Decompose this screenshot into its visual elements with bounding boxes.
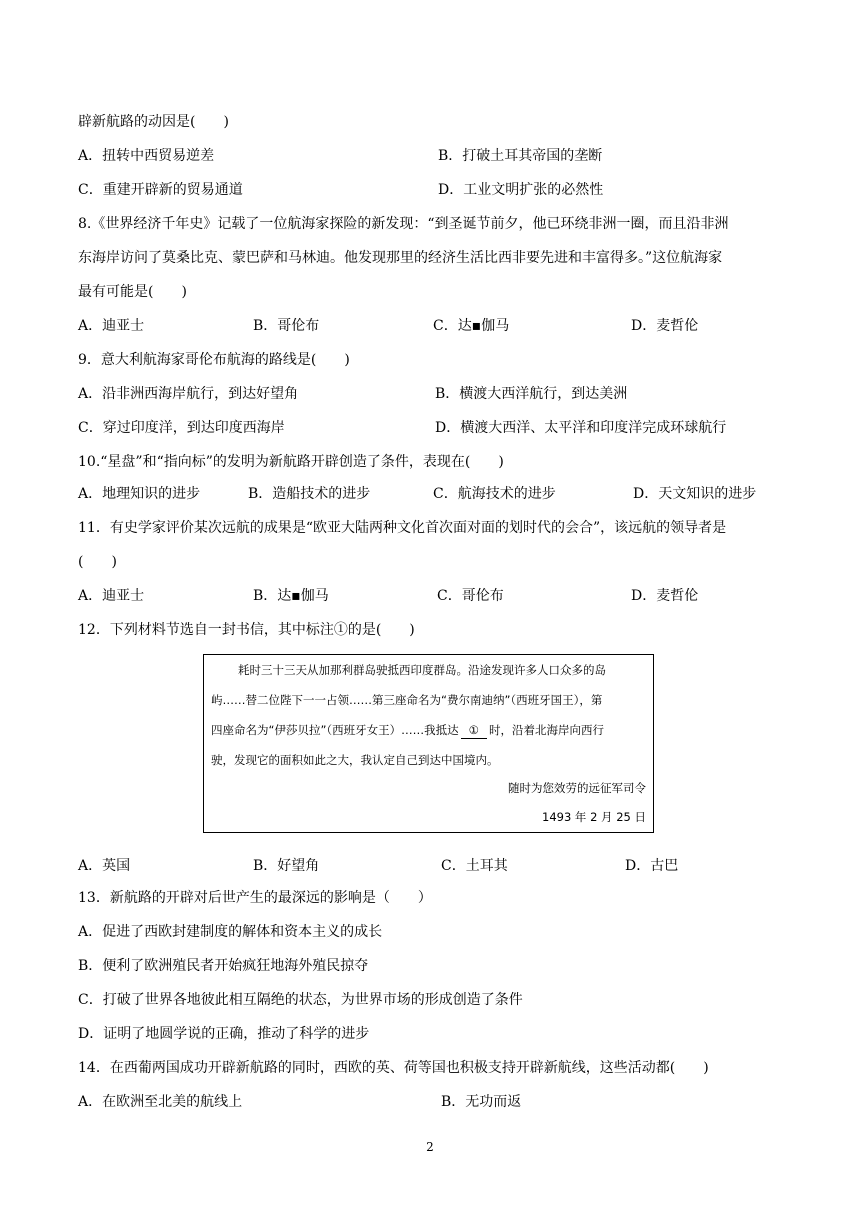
letter-blank-mark: ① bbox=[461, 722, 487, 739]
q7-option-b[interactable]: B．打破土耳其帝国的垄断 bbox=[438, 148, 603, 164]
q10-option-d[interactable]: D．天文知识的进步 bbox=[633, 486, 757, 502]
q12-stem: 12．下列材料节选自一封书信，其中标注①的是( ) bbox=[78, 622, 415, 638]
q8-stem-line1: 8.《世界经济千年史》记载了一位航海家探险的新发现：“到圣诞节前夕，他已环绕非洲一圈，而且沿非洲 bbox=[78, 216, 729, 232]
letter-line-2: 屿……替二位陛下一一占领……第三座命名为“费尔南迪纳”（西班牙国王），第 bbox=[211, 693, 603, 707]
q10-option-a[interactable]: A．地理知识的进步 bbox=[78, 486, 201, 502]
q11-stem-line1: 11．有史学家评价某次远航的成果是“欧亚大陆两种文化首次面对面的划时代的会合”，该远航的领导者是 bbox=[78, 520, 727, 536]
q12-option-b[interactable]: B．好望角 bbox=[253, 858, 320, 874]
q11-stem-line2: ( ) bbox=[78, 554, 117, 570]
q9-option-d[interactable]: D．横渡大西洋、太平洋和印度洋完成环球航行 bbox=[435, 420, 727, 436]
letter-line-4: 驶，发现它的面积如此之大，我认定自己到达中国境内。 bbox=[211, 753, 499, 767]
letter-line-3-end: 时，沿着北海岸向西行 bbox=[488, 723, 604, 737]
q12-option-c[interactable]: C．土耳其 bbox=[441, 858, 508, 874]
letter-line-3-start: 四座命名为“伊莎贝拉”（西班牙女王）……我抵达 bbox=[211, 723, 459, 737]
letter-line-1: 耗时三十三天从加那利群岛驶抵西印度群岛。沿途发现许多人口众多的岛 bbox=[238, 663, 606, 677]
q8-stem-line3: 最有可能是( ) bbox=[78, 284, 187, 300]
q10-option-c[interactable]: C．航海技术的进步 bbox=[433, 486, 556, 502]
q10-option-b[interactable]: B．造船技术的进步 bbox=[248, 486, 371, 502]
q8-option-c[interactable]: C．达▪伽马 bbox=[433, 318, 510, 334]
q12-option-a[interactable]: A．英国 bbox=[78, 858, 131, 874]
q12-option-d[interactable]: D．古巴 bbox=[625, 858, 679, 874]
q8-option-a[interactable]: A．迪亚士 bbox=[78, 318, 145, 334]
q13-stem: 13．新航路的开辟对后世产生的最深远的影响是（ ） bbox=[78, 890, 432, 906]
q14-option-b[interactable]: B．无功而返 bbox=[441, 1094, 522, 1110]
q13-option-d[interactable]: D．证明了地圆学说的正确，推动了科学的进步 bbox=[78, 1026, 370, 1042]
letter-date: 1493 年 2 月 25 日 bbox=[542, 810, 646, 824]
q9-option-a[interactable]: A．沿非洲西海岸航行，到达好望角 bbox=[78, 386, 299, 402]
q9-option-b[interactable]: B．横渡大西洋航行，到达美洲 bbox=[435, 386, 628, 402]
q8-option-d[interactable]: D．麦哲伦 bbox=[631, 318, 699, 334]
q13-option-c[interactable]: C．打破了世界各地彼此相互隔绝的状态，为世界市场的形成创造了条件 bbox=[78, 992, 523, 1008]
q14-stem: 14．在西葡两国成功开辟新航路的同时，西欧的英、荷等国也积极支持开辟新航线，这些活动都( ) bbox=[78, 1060, 709, 1076]
q13-option-a[interactable]: A．促进了西欧封建制度的解体和资本主义的成长 bbox=[78, 924, 383, 940]
letter-signature: 随时为您效劳的远征军司令 bbox=[508, 781, 646, 795]
letter-line-3 bbox=[211, 722, 604, 739]
q7-option-c[interactable]: C．重建开辟新的贸易通道 bbox=[78, 182, 243, 198]
q13-option-b[interactable]: B．便利了欧洲殖民者开始疯狂地海外殖民掠夺 bbox=[78, 958, 369, 974]
q7-option-a[interactable]: A．扭转中西贸易逆差 bbox=[78, 148, 215, 164]
q12-letter-excerpt-box bbox=[203, 654, 654, 833]
q11-option-b[interactable]: B．达▪伽马 bbox=[253, 588, 329, 604]
q11-option-c[interactable]: C．哥伦布 bbox=[437, 588, 504, 604]
q9-stem: 9．意大利航海家哥伦布航海的路线是( ) bbox=[78, 352, 350, 368]
q10-stem: 10.“星盘”和“指向标”的发明为新航路开辟创造了条件，表现在( ) bbox=[78, 454, 504, 470]
q8-stem-line2: 东海岸访问了莫桑比克、蒙巴萨和马林迪。他发现那里的经济生活比西非要先进和丰富得多。”这位航海家 bbox=[78, 250, 723, 266]
q14-option-a[interactable]: A．在欧洲至北美的航线上 bbox=[78, 1094, 243, 1110]
q7-stem-continuation: 辟新航路的动因是( ) bbox=[78, 114, 229, 130]
q11-option-d[interactable]: D．麦哲伦 bbox=[631, 588, 699, 604]
q8-option-b[interactable]: B．哥伦布 bbox=[253, 318, 320, 334]
q9-option-c[interactable]: C．穿过印度洋，到达印度西海岸 bbox=[78, 420, 285, 436]
q7-option-d[interactable]: D．工业文明扩张的必然性 bbox=[438, 182, 604, 198]
page-number: 2 bbox=[426, 1140, 434, 1154]
q11-option-a[interactable]: A．迪亚士 bbox=[78, 588, 145, 604]
